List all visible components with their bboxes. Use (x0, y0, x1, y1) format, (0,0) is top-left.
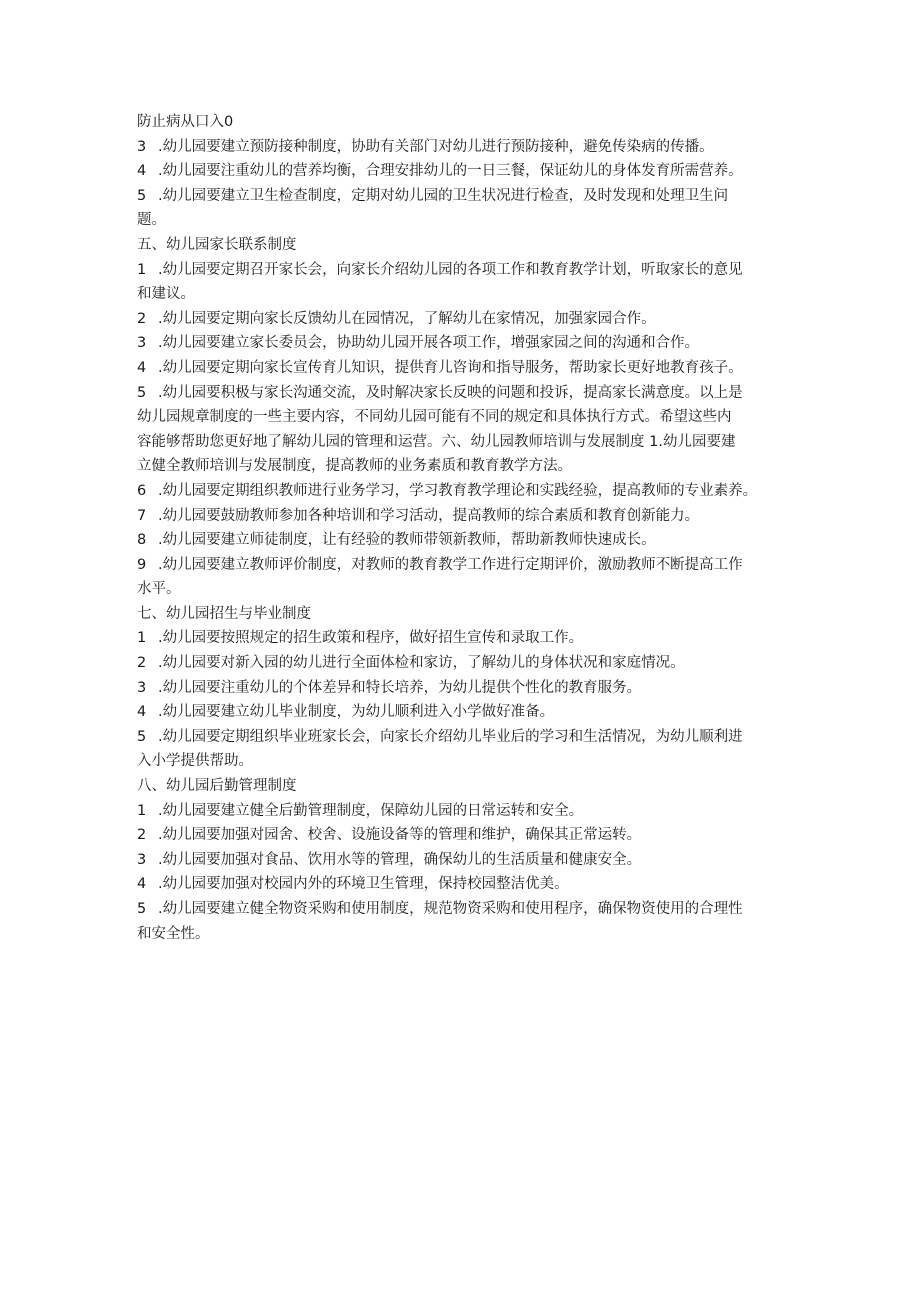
item-number: 2 (137, 655, 147, 672)
text-line (137, 676, 797, 701)
document-page (137, 110, 797, 946)
line-text: .幼儿园要建立卫生检查制度，定期对幼儿园的卫生状况进行检查，及时发现和处理卫生问 (158, 187, 729, 204)
item-number: 5 (137, 187, 147, 204)
text-line (137, 258, 797, 283)
item-number: 8 (137, 532, 147, 549)
text-line (137, 774, 797, 799)
line-text: .幼儿园要定期组织教师进行业务学习，学习教育教学理论和实践经验，提高教师的专业素养。 (158, 482, 758, 499)
item-number: 4 (137, 704, 147, 721)
line-text: 幼儿园规章制度的一些主要内容，不同幼儿园可能有不同的规定和具体执行方式。希望这些内 (137, 409, 732, 426)
line-text: .幼儿园要积极与家长沟通交流，及时解决家长反映的问题和投诉，提高家长满意度。以上是 (158, 384, 743, 401)
text-line (137, 233, 797, 258)
text-line (137, 872, 797, 897)
line-text: .幼儿园要加强对食品、饮用水等的管理，确保幼儿的生活质量和健康安全。 (158, 851, 642, 868)
text-line (137, 282, 797, 307)
line-text: .幼儿园要对新入园的幼儿进行全面体检和家访，了解幼儿的身体状况和家庭情况。 (158, 655, 685, 672)
line-text: 七、幼儿园招生与毕业制度 (137, 605, 311, 622)
item-number: 4 (137, 876, 147, 893)
text-line (137, 208, 797, 233)
line-text: 立健全教师培训与发展制度，提高教师的业务素质和教育教学方法。 (137, 458, 572, 475)
line-text: .幼儿园要加强对园舍、校舍、设施设备等的管理和维护，确保其正常运转。 (158, 827, 642, 844)
text-line (137, 577, 797, 602)
text-line (137, 479, 797, 504)
text-line (137, 356, 797, 381)
text-line (137, 823, 797, 848)
line-text: 题。 (137, 212, 166, 229)
line-text: 水平。 (137, 581, 181, 598)
line-text: .幼儿园要定期召开家长会，向家长介绍幼儿园的各项工作和教育教学计划，听取家长的意见 (158, 261, 743, 278)
item-number: 6 (137, 482, 147, 499)
item-number: 1 (137, 261, 147, 278)
text-line (137, 700, 797, 725)
line-text: .幼儿园要注重幼儿的个体差异和特长培养，为幼儿提供个性化的教育服务。 (158, 679, 642, 696)
item-number: 3 (137, 138, 147, 155)
item-number: 9 (137, 556, 147, 573)
item-number: 5 (137, 384, 147, 401)
line-text: 入小学提供帮助。 (137, 753, 253, 770)
item-number: 5 (137, 901, 147, 917)
text-line (137, 454, 797, 479)
text-line (137, 749, 797, 774)
item-number: 7 (137, 507, 147, 524)
text-line (137, 725, 797, 750)
line-text: .幼儿园要加强对校园内外的环境卫生管理，保持校园整洁优美。 (158, 876, 569, 893)
text-line (137, 504, 797, 529)
item-number: 1 (137, 802, 147, 819)
text-line (137, 381, 797, 406)
line-text: .幼儿园要建立家长委员会，协助幼儿园开展各项工作，增强家园之间的沟通和合作。 (158, 335, 700, 352)
line-text: .幼儿园要建立预防接种制度，协助有关部门对幼儿进行预防接种，避免传染病的传播。 (158, 138, 714, 155)
item-number: 3 (137, 851, 147, 868)
text-line (137, 307, 797, 332)
text-line (137, 430, 797, 455)
line-text: 和建议。 (137, 286, 195, 303)
text-line (137, 405, 797, 430)
item-number: 1 (137, 630, 147, 647)
text-line (137, 897, 797, 922)
line-text: 八、幼儿园后勤管理制度 (137, 778, 297, 795)
item-number: 3 (137, 335, 147, 352)
item-number: 3 (137, 679, 147, 696)
line-text: .幼儿园要建立健全物资采购和使用制度，规范物资采购和使用程序，确保物资使用的合理性 (158, 901, 743, 917)
line-text: 防止病从口入0 (137, 114, 234, 130)
text-line (137, 159, 797, 184)
text-line (137, 184, 797, 209)
text-line (137, 553, 797, 578)
text-line (137, 626, 797, 651)
line-text: .幼儿园要建立健全后勤管理制度，保障幼儿园的日常运转和安全。 (158, 802, 584, 819)
line-text: .幼儿园要鼓励教师参加各种培训和学习活动，提高教师的综合素质和教育创新能力。 (158, 507, 700, 524)
text-line (137, 110, 797, 135)
line-text: .幼儿园要定期向家长反馈幼儿在园情况，了解幼儿在家情况，加强家园合作。 (158, 310, 656, 327)
item-number: 2 (137, 827, 147, 844)
text-line (137, 331, 797, 356)
text-line (137, 528, 797, 553)
item-number: 4 (137, 359, 147, 376)
line-text: .幼儿园要按照规定的招生政策和程序，做好招生宣传和录取工作。 (158, 630, 584, 647)
text-line (137, 602, 797, 627)
line-text: .幼儿园要建立教师评价制度，对教师的教育教学工作进行定期评价，激励教师不断提高工作 (158, 556, 743, 573)
item-number: 2 (137, 310, 147, 327)
line-text: 五、幼儿园家长联系制度 (137, 236, 297, 253)
line-text: .幼儿园要定期向家长宣传育儿知识，提供育儿咨询和指导服务，帮助家长更好地教育孩子。 (158, 359, 743, 376)
line-text: .幼儿园要建立师徒制度，让有经验的教师带领新教师，帮助新教师快速成长。 (158, 532, 656, 549)
text-line (137, 135, 797, 160)
text-line (137, 848, 797, 873)
text-line (137, 922, 797, 947)
item-number: 4 (137, 163, 147, 180)
line-text: .幼儿园要建立幼儿毕业制度，为幼儿顺利进入小学做好准备。 (158, 704, 555, 721)
line-text: 和安全性。 (137, 925, 210, 942)
line-text: .幼儿园要定期组织毕业班家长会，向家长介绍幼儿毕业后的学习和生活情况，为幼儿顺利进 (158, 728, 743, 745)
line-text: .幼儿园要注重幼儿的营养均衡，合理安排幼儿的一日三餐，保证幼儿的身体发育所需营养。 (158, 163, 743, 180)
item-number: 5 (137, 728, 147, 745)
text-line (137, 651, 797, 676)
line-text: 容能够帮助您更好地了解幼儿园的管理和运营。六、幼儿园教师培训与发展制度 1.幼儿园要建 (137, 433, 736, 450)
text-line (137, 799, 797, 824)
